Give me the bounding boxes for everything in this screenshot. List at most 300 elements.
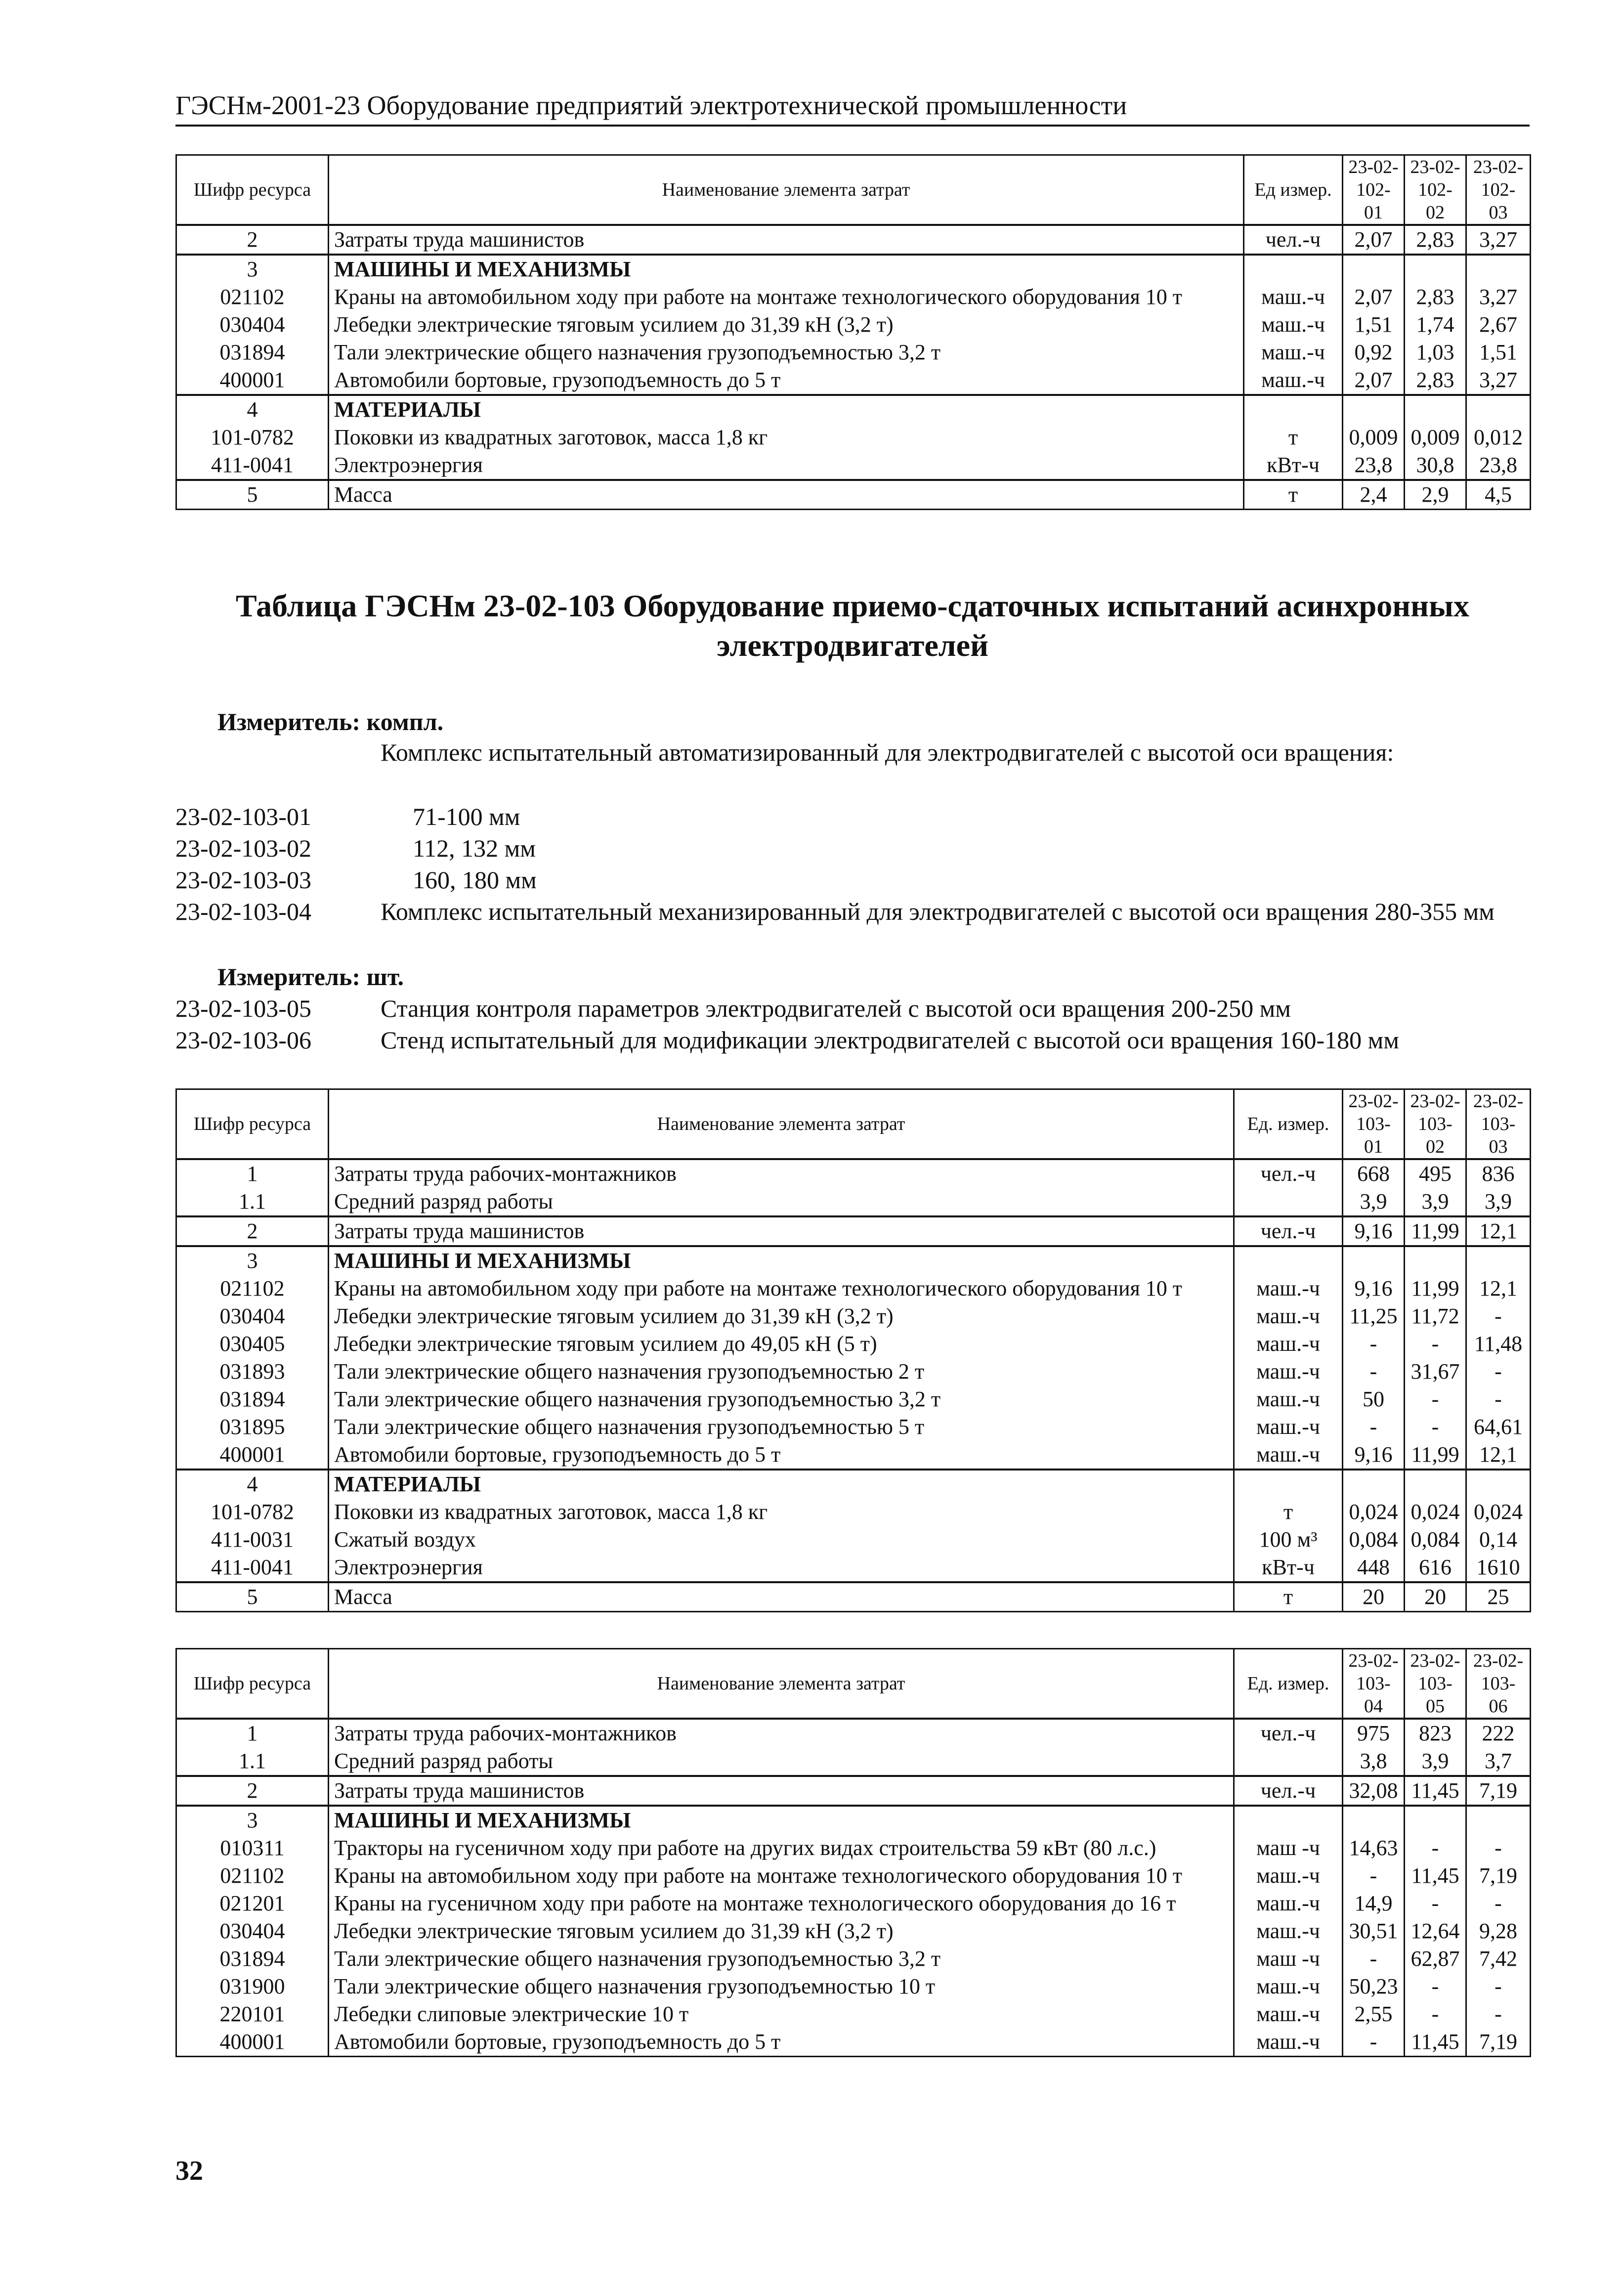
resource-code: 030404: [176, 1302, 329, 1330]
resource-name: МАШИНЫ И МЕХАНИЗМЫ: [329, 1806, 1234, 1834]
resource-code: 031894: [176, 339, 329, 366]
norm-value: 3,7: [1466, 1747, 1531, 1776]
resource-unit: чел.-ч: [1234, 1216, 1343, 1246]
resource-name: Затраты труда машинистов: [329, 1216, 1234, 1246]
table-row: [176, 1526, 1531, 1554]
norm-value: 0,14: [1466, 1526, 1531, 1554]
norm-value: 1,03: [1405, 339, 1466, 366]
resource-name: МАТЕРИАЛЫ: [329, 1470, 1234, 1498]
norm-value: 23,8: [1466, 451, 1531, 480]
norm-value: 50: [1343, 1385, 1405, 1413]
resource-name: Тракторы на гусеничном ходу при работе на других видах строительства 59 кВт (80 л.с.): [329, 1834, 1234, 1862]
norm-value: 616: [1405, 1554, 1466, 1582]
norm-value: 62,87: [1405, 1945, 1466, 1973]
resource-name: Тали электрические общего назначения грузоподъемностью 5 т: [329, 1413, 1234, 1441]
norm-value: 3,27: [1466, 225, 1531, 255]
norm-value: 3,9: [1405, 1188, 1466, 1216]
resource-code: 2: [176, 1776, 329, 1806]
page-number: 32: [175, 2156, 203, 2186]
resource-code: 101-0782: [176, 424, 329, 451]
resource-unit: маш -ч: [1234, 1945, 1343, 1973]
norm-value: 448: [1343, 1554, 1405, 1582]
resource-name: Тали электрические общего назначения грузоподъемностью 10 т: [329, 1973, 1234, 2000]
table-row: [176, 451, 1531, 480]
resource-name: Краны на гусеничном ходу при работе на монтаже технологического оборудования до 16 т: [329, 1890, 1234, 1917]
resource-unit: маш.-ч: [1234, 1302, 1343, 1330]
norm-value: [1343, 255, 1405, 283]
table-row: [176, 1945, 1531, 1973]
norm-value: 11,99: [1405, 1216, 1466, 1246]
norm-description: Станция контроля параметров электродвигателей с высотой оси вращения 200-250 мм: [381, 995, 1291, 1022]
resource-name: Тали электрические общего назначения грузоподъемностью 3,2 т: [329, 1945, 1234, 1973]
norm-value: 12,64: [1405, 1917, 1466, 1945]
resource-code: 031895: [176, 1413, 329, 1441]
norm-value: [1343, 395, 1405, 424]
norm-value: [1405, 1470, 1466, 1498]
norm-value: 25: [1466, 1582, 1531, 1612]
table-row: [176, 339, 1531, 366]
norm-value: 20: [1405, 1582, 1466, 1612]
table-row: [176, 1719, 1531, 1747]
norm-value: [1405, 395, 1466, 424]
norm-value: 4,5: [1466, 480, 1531, 510]
norm-value: [1343, 1806, 1405, 1834]
resource-name: Поковки из квадратных заготовок, масса 1,8 кг: [329, 424, 1244, 451]
col-head-unit: Ед измер.: [1244, 155, 1343, 225]
norm-value: -: [1405, 1890, 1466, 1917]
measure-line: [217, 961, 404, 993]
norm-value: 9,16: [1343, 1216, 1405, 1246]
norm-value: -: [1405, 1330, 1466, 1358]
resource-name: Краны на автомобильном ходу при работе на монтаже технологического оборудования 10 т: [329, 1275, 1234, 1302]
norm-value: [1466, 395, 1531, 424]
resource-unit: [1244, 395, 1343, 424]
table-row: [176, 1498, 1531, 1526]
norm-value: 2,9: [1405, 480, 1466, 510]
table-row: [176, 1159, 1531, 1188]
resource-code: 400001: [176, 366, 329, 395]
norm-value: -: [1405, 1413, 1466, 1441]
norm-description: 160, 180 мм: [413, 866, 537, 894]
resource-name: Средний разряд работы: [329, 1188, 1234, 1216]
norm-code: 23-02-103-04: [175, 898, 311, 925]
resource-code: 031894: [176, 1385, 329, 1413]
resource-code: 030404: [176, 1917, 329, 1945]
resource-code: 2: [176, 1216, 329, 1246]
resource-code: 5: [176, 1582, 329, 1612]
resource-name: Сжатый воздух: [329, 1526, 1234, 1554]
table-row: [176, 1385, 1531, 1413]
table-row: [176, 1246, 1531, 1275]
resource-name: Тали электрические общего назначения грузоподъемностью 2 т: [329, 1358, 1234, 1385]
resource-code: 4: [176, 1470, 329, 1498]
resource-unit: маш.-ч: [1244, 311, 1343, 339]
table-row: [176, 1973, 1531, 2000]
norm-value: -: [1466, 1385, 1531, 1413]
col-head-norm: 23-02- 102-01: [1343, 155, 1405, 225]
resource-code: 030404: [176, 311, 329, 339]
resource-unit: чел.-ч: [1234, 1776, 1343, 1806]
col-head-norm: 23-02- 102-03: [1466, 155, 1531, 225]
norm-value: 2,83: [1405, 366, 1466, 395]
resource-unit: [1234, 1806, 1343, 1834]
resource-unit: маш.-ч: [1234, 1275, 1343, 1302]
resource-name: Лебедки электрические тяговым усилием до 31,39 кН (3,2 т): [329, 1302, 1234, 1330]
norm-value: 2,07: [1343, 366, 1405, 395]
col-head-name: Наименование элемента затрат: [329, 155, 1244, 225]
norm-value: 11,72: [1405, 1302, 1466, 1330]
col-head-code: Шифр ресурса: [176, 1649, 329, 1719]
resource-unit: чел.-ч: [1244, 225, 1343, 255]
table-row: [176, 1216, 1531, 1246]
table-row: [176, 480, 1531, 510]
norm-value: -: [1405, 2000, 1466, 2028]
norm-value: 12,1: [1466, 1441, 1531, 1470]
table-row: [176, 1862, 1531, 1890]
norm-description: 112, 132 мм: [413, 834, 536, 862]
norm-value: 0,024: [1343, 1498, 1405, 1526]
resource-unit: маш.-ч: [1234, 1330, 1343, 1358]
resource-name: Лебедки электрические тяговым усилием до 49,05 кН (5 т): [329, 1330, 1234, 1358]
norm-value: [1405, 1246, 1466, 1275]
table-row: [176, 1275, 1531, 1302]
resource-code: 411-0041: [176, 451, 329, 480]
norm-value: -: [1466, 1973, 1531, 2000]
measure-value: шт.: [366, 963, 404, 991]
norm-value: [1466, 1246, 1531, 1275]
norm-value: 11,99: [1405, 1441, 1466, 1470]
norm-code: 23-02-103-06: [175, 1026, 311, 1054]
norm-value: -: [1466, 1834, 1531, 1862]
resource-code: 3: [176, 255, 329, 283]
norm-value: -: [1343, 2028, 1405, 2057]
resource-name: Поковки из квадратных заготовок, масса 1,8 кг: [329, 1498, 1234, 1526]
norm-value: 3,9: [1466, 1188, 1531, 1216]
norm-value: 0,009: [1405, 424, 1466, 451]
resource-name: Затраты труда рабочих-монтажников: [329, 1159, 1234, 1188]
norm-value: -: [1343, 1945, 1405, 1973]
resource-unit: маш.-ч: [1234, 1441, 1343, 1470]
resource-table-103-a: [175, 1088, 1531, 1612]
resource-unit: т: [1244, 480, 1343, 510]
resource-unit: [1234, 1188, 1343, 1216]
table-row: [176, 366, 1531, 395]
resource-code: 021102: [176, 1862, 329, 1890]
norm-description: Комплекс испытательный механизированный для электродвигателей с высотой оси вращения 280-355 мм: [381, 898, 1495, 925]
resource-unit: маш -ч: [1234, 1834, 1343, 1862]
resource-code: 400001: [176, 1441, 329, 1470]
norm-value: [1466, 1470, 1531, 1498]
resource-name: Краны на автомобильном ходу при работе на монтаже технологического оборудования 10 т: [329, 1862, 1234, 1890]
norm-value: 0,084: [1343, 1526, 1405, 1554]
norm-value: -: [1343, 1358, 1405, 1385]
norm-value: 3,27: [1466, 366, 1531, 395]
col-head-norm: 23-02- 103-04: [1343, 1649, 1405, 1719]
norm-code: 23-02-103-02: [175, 834, 311, 862]
table-title: Таблица ГЭСНм 23-02-103 Оборудование приемо-сдаточных испытаний асинхронных электродвигателей: [236, 588, 1469, 663]
norm-value: 31,67: [1405, 1358, 1466, 1385]
resource-code: 1: [176, 1159, 329, 1188]
col-head-norm: 23-02- 103-06: [1466, 1649, 1531, 1719]
norm-code: 23-02-103-05: [175, 995, 311, 1022]
resource-code: 1.1: [176, 1747, 329, 1776]
norm-value: [1466, 1806, 1531, 1834]
norm-value: 30,51: [1343, 1917, 1405, 1945]
resource-name: Затраты труда рабочих-монтажников: [329, 1719, 1234, 1747]
resource-unit: маш.-ч: [1234, 1917, 1343, 1945]
norm-value: -: [1405, 1973, 1466, 2000]
norm-value: 1610: [1466, 1554, 1531, 1582]
resource-code: 4: [176, 395, 329, 424]
resource-unit: кВт-ч: [1244, 451, 1343, 480]
resource-code: 031894: [176, 1945, 329, 1973]
resource-name: Масса: [329, 480, 1244, 510]
norm-value: 2,55: [1343, 2000, 1405, 2028]
table-row: [176, 283, 1531, 311]
resource-code: 3: [176, 1806, 329, 1834]
norm-value: 12,1: [1466, 1216, 1531, 1246]
norm-value: 3,9: [1343, 1188, 1405, 1216]
norm-code: 23-02-103-01: [175, 803, 311, 830]
resource-unit: [1234, 1747, 1343, 1776]
col-head-norm: 23-02- 103-03: [1466, 1089, 1531, 1160]
norm-value: 0,92: [1343, 339, 1405, 366]
norm-value: 9,16: [1343, 1441, 1405, 1470]
table-row: [176, 1188, 1531, 1216]
resource-name: Автомобили бортовые, грузоподъемность до 5 т: [329, 366, 1244, 395]
resource-name: Электроэнергия: [329, 1554, 1234, 1582]
resource-name: МАШИНЫ И МЕХАНИЗМЫ: [329, 255, 1244, 283]
norm-code: 23-02-103-03: [175, 866, 311, 894]
resource-unit: кВт-ч: [1234, 1554, 1343, 1582]
col-head-name: Наименование элемента затрат: [329, 1649, 1234, 1719]
resource-unit: маш.-ч: [1234, 2000, 1343, 2028]
table-row: [176, 2000, 1531, 2028]
resource-code: 3: [176, 1246, 329, 1275]
norm-value: 14,63: [1343, 1834, 1405, 1862]
table-row: [176, 1413, 1531, 1441]
norm-value: -: [1466, 1302, 1531, 1330]
resource-name: Тали электрические общего назначения грузоподъемностью 3,2 т: [329, 339, 1244, 366]
resource-name: Лебедки электрические тяговым усилием до 31,39 кН (3,2 т): [329, 311, 1244, 339]
measure-label: Измеритель:: [217, 963, 361, 991]
resource-name: МАШИНЫ И МЕХАНИЗМЫ: [329, 1246, 1234, 1275]
resource-table-103-b: [175, 1648, 1531, 2057]
col-head-unit: Ед. измер.: [1234, 1089, 1343, 1160]
resource-code: 031893: [176, 1358, 329, 1385]
norm-value: 2,83: [1405, 225, 1466, 255]
col-head-code: Шифр ресурса: [176, 1089, 329, 1160]
norm-value: -: [1466, 2000, 1531, 2028]
resource-name: Тали электрические общего назначения грузоподъемностью 3,2 т: [329, 1385, 1234, 1413]
norm-value: 11,48: [1466, 1330, 1531, 1358]
norm-value: 12,1: [1466, 1275, 1531, 1302]
resource-unit: т: [1234, 1582, 1343, 1612]
col-head-name: Наименование элемента затрат: [329, 1089, 1234, 1160]
norm-value: 668: [1343, 1159, 1405, 1188]
resource-name: Средний разряд работы: [329, 1747, 1234, 1776]
resource-code: 031900: [176, 1973, 329, 2000]
norm-value: [1343, 1470, 1405, 1498]
norm-description: Стенд испытательный для модификации электродвигателей с высотой оси вращения 160-180 мм: [381, 1026, 1399, 1054]
resource-code: 1: [176, 1719, 329, 1747]
norm-value: 23,8: [1343, 451, 1405, 480]
norm-value: [1466, 255, 1531, 283]
norm-value: 3,27: [1466, 283, 1531, 311]
table-row: [176, 1917, 1531, 1945]
table-row: [176, 1330, 1531, 1358]
resource-unit: маш.-ч: [1234, 1890, 1343, 1917]
resource-name: Затраты труда машинистов: [329, 225, 1244, 255]
complex-description: Комплекс испытательный автоматизированный для электродвигателей с высотой оси вращения:: [381, 738, 1394, 766]
norm-value: 1,51: [1343, 311, 1405, 339]
resource-name: Затраты труда машинистов: [329, 1776, 1234, 1806]
resource-code: 030405: [176, 1330, 329, 1358]
table-row: [176, 1302, 1531, 1330]
norm-value: -: [1343, 1330, 1405, 1358]
measure-label: Измеритель:: [217, 708, 361, 735]
norm-value: -: [1405, 1385, 1466, 1413]
norm-value: 823: [1405, 1719, 1466, 1747]
resource-name: Лебедки электрические тяговым усилием до 31,39 кН (3,2 т): [329, 1917, 1234, 1945]
norm-value: 0,084: [1405, 1526, 1466, 1554]
col-head-norm: 23-02- 103-01: [1343, 1089, 1405, 1160]
norm-value: 3,9: [1405, 1747, 1466, 1776]
table-row: [176, 1776, 1531, 1806]
norm-value: [1405, 1806, 1466, 1834]
resource-unit: [1234, 1246, 1343, 1275]
resource-code: 2: [176, 225, 329, 255]
resource-unit: [1234, 1470, 1343, 1498]
resource-unit: чел.-ч: [1234, 1159, 1343, 1188]
norm-value: -: [1466, 1358, 1531, 1385]
resource-name: Автомобили бортовые, грузоподъемность до 5 т: [329, 2028, 1234, 2057]
running-header: ГЭСНм-2001-23 Оборудование предприятий электротехнической промышленности: [175, 88, 1530, 127]
norm-value: 11,45: [1405, 1862, 1466, 1890]
resource-code: 021102: [176, 1275, 329, 1302]
resource-code: 1.1: [176, 1188, 329, 1216]
resource-unit: маш.-ч: [1234, 1973, 1343, 2000]
col-head-norm: 23-02- 103-02: [1405, 1089, 1466, 1160]
norm-value: -: [1343, 1862, 1405, 1890]
table-row: [176, 395, 1531, 424]
resource-unit: маш.-ч: [1234, 1385, 1343, 1413]
norm-value: 2,83: [1405, 283, 1466, 311]
measure-value: компл.: [366, 708, 444, 735]
norm-value: 222: [1466, 1719, 1531, 1747]
resource-unit: маш.-ч: [1244, 283, 1343, 311]
resource-unit: маш.-ч: [1234, 1862, 1343, 1890]
norm-value: 7,42: [1466, 1945, 1531, 1973]
resource-unit: [1244, 255, 1343, 283]
measure-line: [217, 706, 443, 737]
norm-value: 30,8: [1405, 451, 1466, 480]
resource-code: 021102: [176, 283, 329, 311]
norm-description: 71-100 мм: [413, 803, 520, 830]
norm-value: 2,4: [1343, 480, 1405, 510]
resource-unit: маш.-ч: [1244, 339, 1343, 366]
norm-value: 3,8: [1343, 1747, 1405, 1776]
table-row: [176, 424, 1531, 451]
resource-unit: маш.-ч: [1234, 1413, 1343, 1441]
table-row: [176, 1834, 1531, 1862]
norm-value: 11,99: [1405, 1275, 1466, 1302]
norm-value: 836: [1466, 1159, 1531, 1188]
resource-code: 400001: [176, 2028, 329, 2057]
norm-value: [1343, 1246, 1405, 1275]
resource-unit: чел.-ч: [1234, 1719, 1343, 1747]
table-row: [176, 2028, 1531, 2057]
resource-table-102: [175, 154, 1531, 510]
table-row: [176, 1441, 1531, 1470]
resource-name: Краны на автомобильном ходу при работе на монтаже технологического оборудования 10 т: [329, 283, 1244, 311]
norm-value: 0,009: [1343, 424, 1405, 451]
norm-value: 50,23: [1343, 1973, 1405, 2000]
table-row: [176, 1554, 1531, 1582]
norm-value: 1,51: [1466, 339, 1531, 366]
resource-unit: т: [1244, 424, 1343, 451]
norm-value: 32,08: [1343, 1776, 1405, 1806]
norm-value: 495: [1405, 1159, 1466, 1188]
resource-name: Электроэнергия: [329, 451, 1244, 480]
table-row: [176, 1806, 1531, 1834]
norm-value: 7,19: [1466, 2028, 1531, 2057]
norm-value: 0,012: [1466, 424, 1531, 451]
col-head-code: Шифр ресурса: [176, 155, 329, 225]
norm-value: 2,07: [1343, 225, 1405, 255]
col-head-norm: 23-02- 103-05: [1405, 1649, 1466, 1719]
col-head-unit: Ед. измер.: [1234, 1649, 1343, 1719]
table-row: [176, 255, 1531, 283]
norm-value: -: [1466, 1890, 1531, 1917]
norm-value: 9,28: [1466, 1917, 1531, 1945]
resource-name: Масса: [329, 1582, 1234, 1612]
norm-value: 2,67: [1466, 311, 1531, 339]
norm-value: 1,74: [1405, 311, 1466, 339]
resource-name: МАТЕРИАЛЫ: [329, 395, 1244, 424]
resource-code: 411-0041: [176, 1554, 329, 1582]
norm-value: 0,024: [1405, 1498, 1466, 1526]
col-head-norm: 23-02- 102-02: [1405, 155, 1466, 225]
resource-code: 411-0031: [176, 1526, 329, 1554]
resource-code: 021201: [176, 1890, 329, 1917]
table-row: [176, 311, 1531, 339]
resource-code: 010311: [176, 1834, 329, 1862]
norm-value: 9,16: [1343, 1275, 1405, 1302]
resource-unit: маш.-ч: [1234, 1358, 1343, 1385]
norm-value: 14,9: [1343, 1890, 1405, 1917]
norm-value: 975: [1343, 1719, 1405, 1747]
norm-value: 20: [1343, 1582, 1405, 1612]
norm-value: 7,19: [1466, 1776, 1531, 1806]
table-row: [176, 225, 1531, 255]
resource-unit: маш.-ч: [1234, 2028, 1343, 2057]
resource-unit: маш.-ч: [1244, 366, 1343, 395]
table-row: [176, 1747, 1531, 1776]
resource-name: Лебедки слиповые электрические 10 т: [329, 2000, 1234, 2028]
resource-code: 220101: [176, 2000, 329, 2028]
norm-value: 11,25: [1343, 1302, 1405, 1330]
resource-code: 101-0782: [176, 1498, 329, 1526]
resource-name: Автомобили бортовые, грузоподъемность до 5 т: [329, 1441, 1234, 1470]
table-row: [176, 1358, 1531, 1385]
norm-value: [1405, 255, 1466, 283]
resource-code: 5: [176, 480, 329, 510]
norm-value: -: [1343, 1413, 1405, 1441]
norm-value: 0,024: [1466, 1498, 1531, 1526]
norm-value: 11,45: [1405, 2028, 1466, 2057]
norm-value: 11,45: [1405, 1776, 1466, 1806]
